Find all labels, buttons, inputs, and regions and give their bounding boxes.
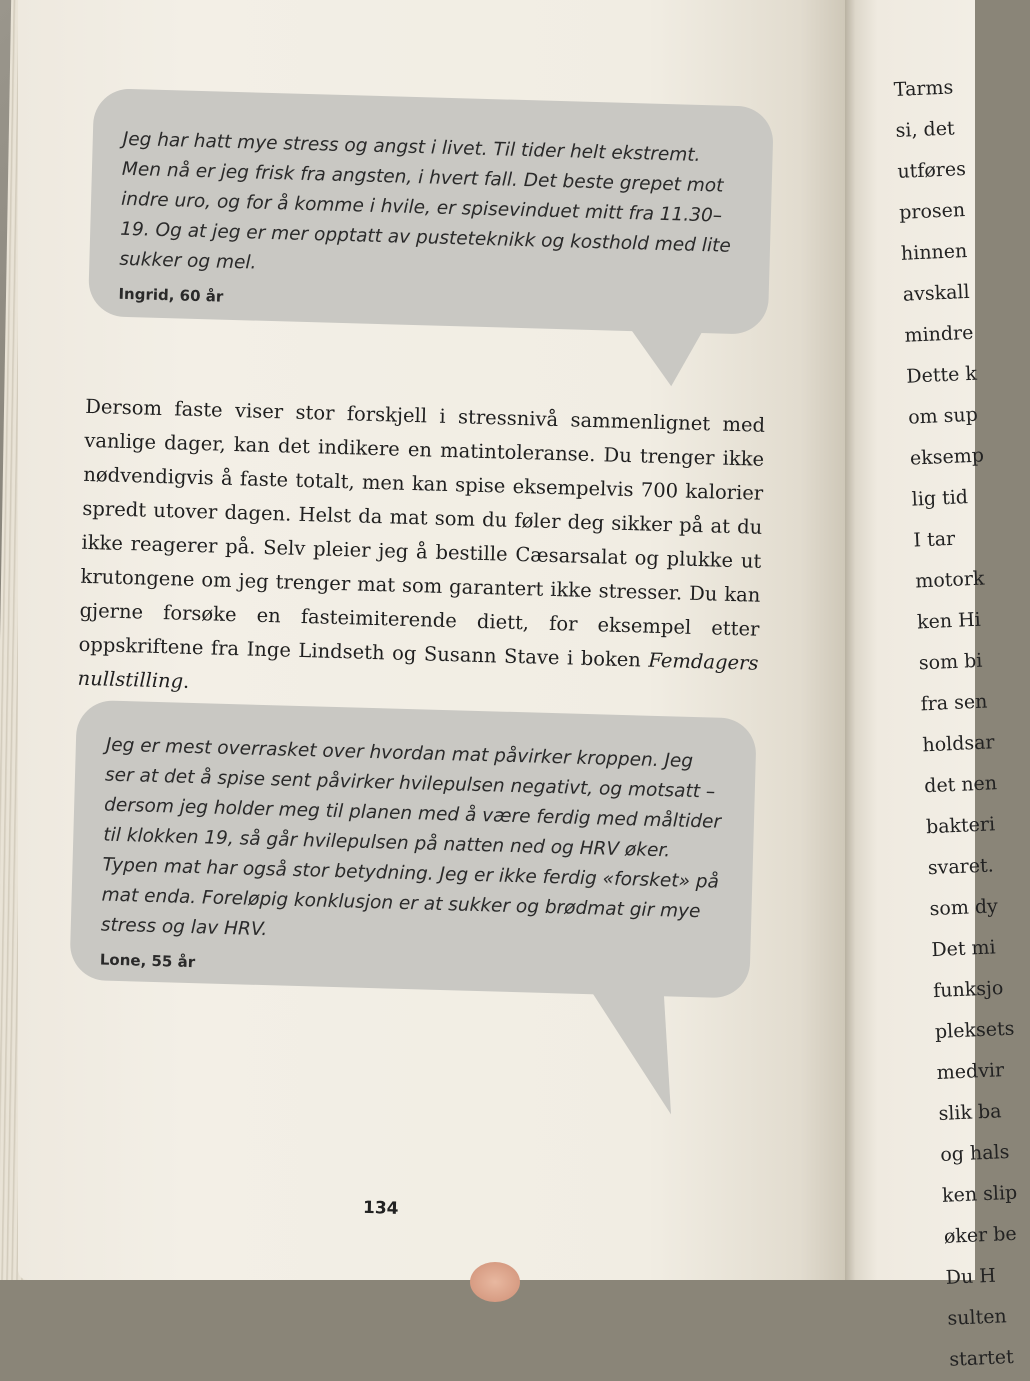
body-end: . xyxy=(182,669,190,693)
right-page-line: funksjo xyxy=(932,977,1004,1003)
right-page-line: Tarms xyxy=(893,76,954,101)
right-page-line: sulten xyxy=(947,1305,1008,1330)
quote-bubble-1-tail xyxy=(631,329,720,387)
right-page-line: utføres xyxy=(896,157,967,183)
quote-1-author: Ingrid, 60 år xyxy=(118,284,224,306)
right-page-line: pleksets xyxy=(934,1017,1015,1044)
right-page-line: medvir xyxy=(936,1059,1005,1085)
right-page-line: bakteri xyxy=(925,813,996,839)
right-page-line: som dy xyxy=(929,895,999,921)
right-page-line: lig tid xyxy=(911,486,969,511)
right-page-line: I tar xyxy=(913,527,956,552)
right-page-line: si, det xyxy=(895,117,956,142)
book-title: Femdagers nullstilling xyxy=(77,648,759,693)
right-page-line: ken Hi xyxy=(916,608,982,634)
quote-1-text: Jeg har hatt mye stress og angst i livet. Til tider helt ekstremt. Men nå er jeg frisk fra angsten, i hvert fall. Det beste grepet mot indre uro, og for å komme i hvile, er spisevinduet mitt fra 11.30–19. Og at jeg er mer opptatt av pusteteknikk og kosthold med lite sukker og mel. xyxy=(119,128,732,274)
quote-bubble-1 xyxy=(88,88,774,335)
right-page-line: fra sen xyxy=(920,690,988,716)
right-page-line: som bi xyxy=(918,649,983,675)
right-page-line: Du H xyxy=(945,1264,997,1289)
right-page-line: ken slip xyxy=(941,1181,1018,1207)
quote-bubble-2-tail xyxy=(592,992,719,1116)
right-page-line: og hals xyxy=(939,1140,1010,1166)
right-page-line: Det mi xyxy=(930,936,997,962)
right-page-line: prosen xyxy=(898,198,966,224)
right-page-line: mindre xyxy=(904,321,974,347)
body-paragraph xyxy=(77,390,765,715)
quote-2-text: Jeg er mest overrasket over hvordan mat påvirker kroppen. Jeg ser at det å spise sent påvirker hvilepulsen negativt, og motsatt – dersom jeg holder meg til planen med å være ferdig med måltider til klokken 19, så går hvilepulsen på natten ned og HRV øker. Typen mat har også stor betydning. Jeg er ikke ferdig «forsket» på mat enda. Foreløpig konklusjon er at sukker og brødmat gir mye stress og lav HRV. xyxy=(100,734,722,941)
fingertip xyxy=(470,1262,520,1302)
right-page-line: startet xyxy=(948,1345,1015,1371)
right-page-line: eksemp xyxy=(909,444,985,470)
right-page-line: om sup xyxy=(907,403,979,429)
right-page-line: Dette k xyxy=(905,362,978,388)
quote-bubble-2 xyxy=(69,700,757,999)
right-page-line: det nen xyxy=(923,772,998,798)
right-page-line: svaret. xyxy=(927,854,995,880)
body-text: Dersom faste viser stor forskjell i stressnivå sammenlignet med vanlige dager, kan det indikere en matintoleranse. Du trenger ikke nødvendigvis å faste totalt, men kan spise eksempelvis 700 kalorier spredt utover dagen. Helst da mat som du føler deg sikker på at du ikke reagerer på. Selv pleier jeg å bestille Cæsarsalat og plukke ut krutongene om jeg trenger mat som garantert ikke stresser. Du kan gjerne forsøke en fasteimiterende diett, for eksempel etter oppskriftene fra Inge Lindseth og Susann Stave i boken xyxy=(78,394,766,672)
quote-2-author: Lone, 55 år xyxy=(99,950,196,972)
right-page-line: motork xyxy=(914,567,985,593)
left-page-content xyxy=(61,60,814,1280)
right-page-line: avskall xyxy=(902,280,971,306)
right-page-line: øker be xyxy=(943,1222,1018,1248)
right-page-line: hinnen xyxy=(900,239,968,265)
page-number: 134 xyxy=(362,1197,399,1219)
right-page-line: holdsar xyxy=(922,731,995,757)
right-page-line: slik ba xyxy=(938,1100,1002,1125)
